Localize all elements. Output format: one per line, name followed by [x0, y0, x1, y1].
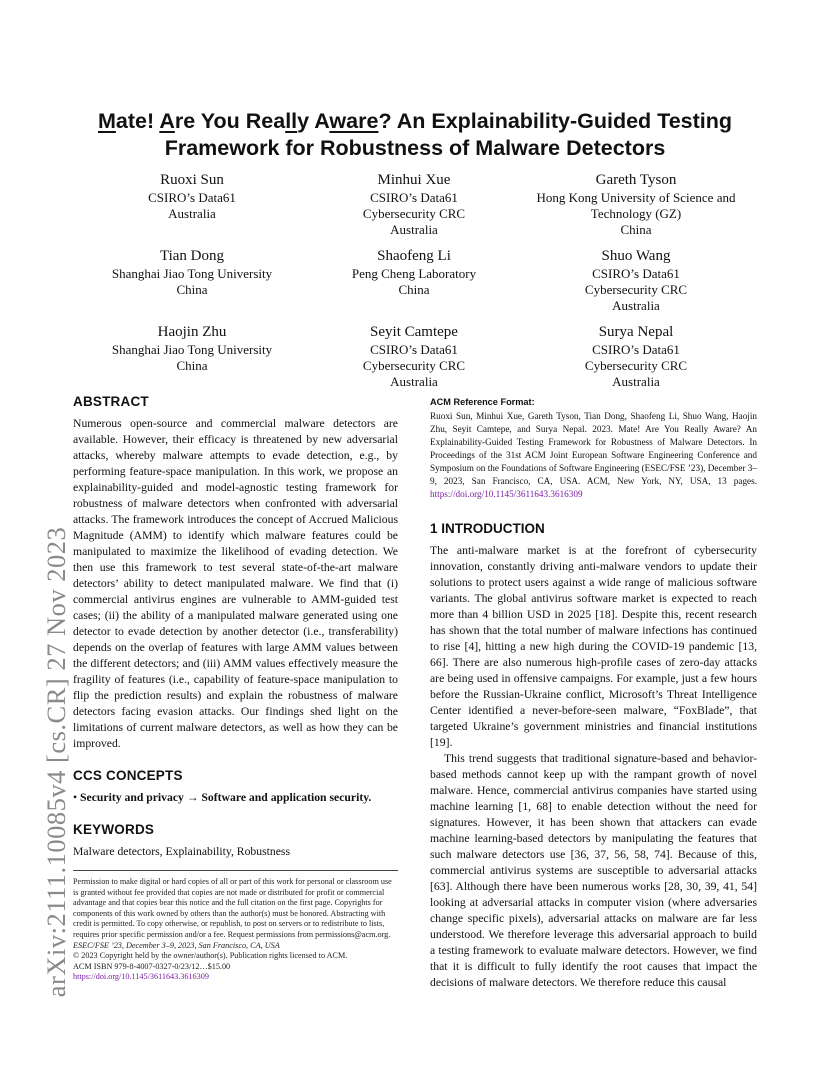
ccs-concepts: • Security and privacy → Software and application security. — [73, 791, 372, 804]
author-shuo-wang: Shuo Wang CSIRO’s Data61 Cybersecurity CRC Australia — [584, 248, 688, 313]
arxiv-identifier: arXiv:2111.10085v4 [cs.CR] 27 Nov 2023 — [41, 526, 71, 998]
keywords-text: Malware detectors, Explainability, Robustness — [73, 845, 291, 858]
ccs-heading: CCS CONCEPTS — [73, 768, 183, 783]
isbn-line: ACM ISBN 979-8-4007-0327-0/23/12…$15.00 — [73, 961, 231, 971]
title-line-1: Mate! Are You Really Aware? An Explainability-Guided Testing — [97, 109, 733, 133]
author-tian-dong: Tian Dong Shanghai Jiao Tong University China — [111, 248, 273, 297]
right-column — [430, 394, 757, 991]
author-surya-nepal: Surya Nepal CSIRO’s Data61 Cybersecurity CRC Australia — [584, 324, 688, 389]
venue-line: ESEC/FSE ’23, December 3–9, 2023, San Francisco, CA, USA — [73, 940, 280, 950]
paper-title — [72, 108, 758, 162]
author-haojin-zhu: Haojin Zhu Shanghai Jiao Tong University China — [111, 324, 273, 373]
arxiv-sidebar — [16, 282, 71, 998]
title-line-2: Framework for Robustness of Malware Detectors — [164, 136, 666, 160]
introduction-heading: 1 INTRODUCTION — [430, 521, 545, 536]
doi-link[interactable]: https://doi.org/10.1145/3611643.3616309 — [73, 972, 209, 982]
acm-reference-heading: ACM Reference Format: — [430, 397, 535, 407]
permission-notice: Permission to make digital or hard copies of all or part of this work for personal or classroom use is granted without fee provided that copies are not made or distributed for profit or commercial advantage and that copies bear this notice and the full citation on the first page. Copyrights for components of this work owned by others than the author(s) must be honored. Abstracting with credit is permitted. To copy otherwise, or republish, to post on servers or to redistribute to lists, requires prior specific permission and/or a fee. Request permissions from permissions@acm.org. — [73, 877, 392, 939]
intro-paragraph-1: The anti-malware market is at the forefront of cybersecurity innovation, constantly driving anti-malware vendors to update their solutions to protect users against a wide range of malicious software variants. The global antivirus software market is expected to reach more than 4 billion USD in 2025 [18]. Despite this, recent research has shown that the total number of malware infections has continued to rise [4], hitting a new high during the COVID-19 pandemic [13, 66]. There are also numerous high-profile cases of zero-day attacks are being used in offensive campaigns. For example, just a few hours before the Russian-Ukraine conflict, Microsoft’s Threat Intelligence Center identified a never-before-seen malware, “FoxBlade”, that targeted Ukraine’s government ministries and financial institutions [19]. — [430, 544, 757, 749]
keywords-heading: KEYWORDS — [73, 822, 155, 837]
author-minhui-xue: Minhui Xue CSIRO’s Data61 Cybersecurity CRC Australia — [362, 172, 466, 237]
author-gareth-tyson: Gareth Tyson Hong Kong University of Science and Technology (GZ) China — [536, 172, 736, 237]
left-column — [73, 394, 398, 983]
footnote-rule — [73, 870, 398, 871]
acm-reference-doi-link[interactable]: https://doi.org/10.1145/3611643.3616309 — [430, 489, 583, 499]
author-seyit-camtepe: Seyit Camtepe CSIRO’s Data61 Cybersecurity CRC Australia — [362, 324, 466, 389]
intro-paragraph-2: This trend suggests that traditional signature-based and behavior-based methods cannot keep up with the rampant growth of novel malware. Hence, commercial antivirus companies have started using machine learning [1, 68] to enable detection without the need for signatures. However, it has been shown that attackers can evade machine learning-based detectors by manipulating the features that such malware detectors use [36, 37, 56, 58, 74]. Because of this, commercial antivirus systems are susceptible to adversarial attacks [63]. Although there have been numerous works [28, 30, 39, 41, 54] looking at adversarial attacks in computer vision (where adversaries change specific pixels), adversarial attacks on malware are far less understood. We therefore leverage this adversarial approach to build a testing framework to evaluate malware detectors. However, we find that it is difficult to fully identify the root causes that impact the decisions of malware detectors. We therefore reduce this causal — [430, 752, 757, 989]
abstract-heading: ABSTRACT — [73, 394, 149, 409]
acm-reference-text: Ruoxi Sun, Minhui Xue, Gareth Tyson, Tian Dong, Shaofeng Li, Shuo Wang, Haojin Zhu, Seyit Camtepe, and Surya Nepal. 2023. Mate! Are You Really Aware? An Explainability-Guided Testing Framework for Robustness of Malware Detectors. In Proceedings of the 31st ACM Joint European Software Engineering Conference and Symposium on the Foundations of Software Engineering (ESEC/FSE ’23), December 3–9, 2023, San Francisco, CA, USA. ACM, New York, NY, USA, 13 pages. https://doi.org/10.1145/3611643.3616309 — [430, 411, 757, 499]
author-shaofeng-li: Shaofeng Li Peng Cheng Laboratory China — [351, 248, 477, 297]
abstract-text: Numerous open-source and commercial malware detectors are available. However, their efficacy is threatened by new adversarial attacks, whereby malware attempts to evade detection, e.g., by performing feature-space manipulation. In this work, we propose an explainability-guided and model-agnostic testing framework for robustness of malware detectors when confronted with adversarial attacks. The framework introduces the concept of Accrued Malicious Magnitude (AMM) to identify which malware features could be manipulated to maximize the likelihood of evading detection. We then use this framework to test several state-of-the-art malware detectors’ ability to detect manipulated malware. We find that (i) commercial antivirus engines are vulnerable to AMM-guided test cases; (ii) the ability of a manipulated malware generated using one detector to evade detection by another detector (i.e., transferability) depends on the overlap of features with large AMM values between the different detectors; and (iii) AMM values effectively measure the fragility of features (i.e., capability of feature-space manipulation to flip the prediction results) and explain the robustness of malware detectors facing evasion attacks. Our findings shed light on the limitations of current malware detectors, as well as how they can be improved. — [73, 417, 398, 750]
author-ruoxi-sun: Ruoxi Sun CSIRO’s Data61 Australia — [148, 172, 236, 221]
copyright-line: © 2023 Copyright held by the owner/author(s). Publication rights licensed to ACM. — [73, 951, 348, 961]
